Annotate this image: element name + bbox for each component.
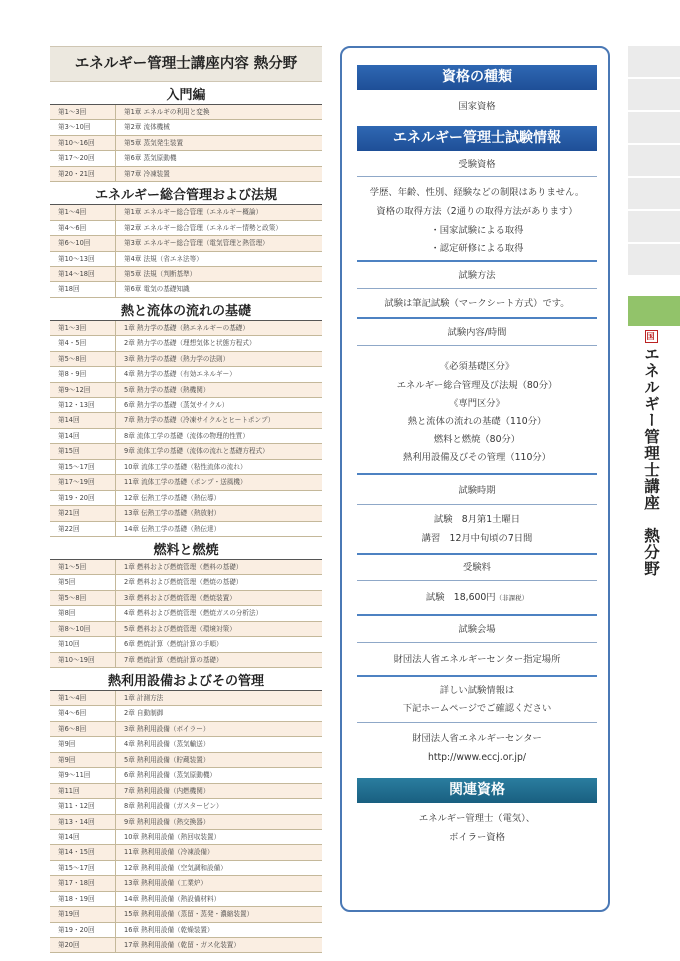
org-url: http://www.eccj.or.jp/	[427, 752, 527, 763]
side-tab-active	[628, 296, 680, 326]
chapter-title: 1章 計測方法	[124, 694, 164, 702]
chapter-title: 3章 熱力学の基礎（熱力学の法則）	[124, 354, 230, 363]
chapter-title: 第7章 冷凍装置	[124, 169, 170, 178]
eligibility-line: 学歴、年齢、性別、経験などの制限はありません。	[369, 187, 585, 198]
session-range: 第10回	[50, 637, 116, 651]
chapter-title: 11章 熱利用設備（冷凍設備）	[124, 848, 214, 857]
session-range: 第1〜4回	[50, 691, 116, 705]
chapter-title: 12章 熱利用設備（空気調和設備）	[124, 863, 227, 872]
chapter-title: 2章 自動制御	[124, 709, 164, 718]
session-range: 第10〜19回	[50, 653, 116, 667]
table-row	[50, 784, 322, 799]
exam-info-heading: エネルギー管理士試験情報	[357, 126, 597, 151]
session-range: 第20回	[50, 938, 116, 952]
session-range: 第17〜20回	[50, 151, 116, 165]
session-range: 第21回	[50, 506, 116, 520]
side-tab	[628, 145, 680, 176]
chapter-title: 14章 熱利用設備（熱設備材料）	[124, 894, 221, 903]
chapter-title: 15章 熱利用設備（蒸留・蒸発・濃縮装置）	[124, 910, 254, 919]
chapter-title: 2章 燃料および燃焼管理（燃焼の基礎）	[124, 578, 243, 587]
divider	[357, 642, 597, 643]
chapter-title: 6章 熱利用設備（蒸気原動機）	[124, 771, 217, 780]
eligibility-label: 受験資格	[458, 159, 496, 170]
related-heading: 関連資格	[357, 778, 597, 803]
divider	[357, 580, 597, 581]
session-range: 第14回	[50, 413, 116, 427]
table-row	[50, 876, 322, 891]
table-row	[50, 606, 322, 621]
table-row	[50, 768, 322, 783]
chapter-title: 第3章 エネルギー総合管理（電気管理と熱管理）	[124, 239, 269, 248]
chapter-title: 第1章 エネルギー総合管理（エネルギー概論）	[124, 208, 263, 217]
org-name: 財団法人省エネルギーセンター	[412, 733, 542, 744]
table-row	[50, 706, 322, 721]
section-heading: 熱と流体の流れの基礎	[50, 303, 322, 321]
section-table	[50, 560, 322, 668]
session-range: 第5〜8回	[50, 591, 116, 605]
table-row	[50, 252, 322, 267]
section-divider	[357, 473, 597, 475]
table-row	[50, 737, 322, 752]
method-text: 試験は筆記試験（マークシート方式）です。	[384, 298, 570, 309]
divider	[357, 722, 597, 723]
session-range: 第17〜19回	[50, 475, 116, 489]
table-row	[50, 460, 322, 475]
side-vertical-title	[640, 330, 662, 577]
table-row	[50, 575, 322, 590]
session-range: 第4・5回	[50, 336, 116, 350]
chapter-title: 8章 流体工学の基礎（流体の物理的性質）	[124, 431, 249, 440]
content-label: 試験内容/時間	[447, 327, 507, 338]
table-row	[50, 413, 322, 428]
content-line: 熱と流体の流れの基礎（110分）	[407, 416, 547, 427]
table-row	[50, 429, 322, 444]
chapter-title: 第6章 電気の基礎知識	[124, 285, 190, 294]
detail-line: 詳しい試験情報は	[439, 685, 515, 696]
content-line: 燃料と燃焼（80分）	[433, 434, 521, 445]
period-line: 講習 12月中旬頃の7日間	[421, 533, 533, 544]
chapter-title: 4章 熱利用設備（蒸気輸送）	[124, 740, 210, 749]
eligibility-line: ・認定研修による取得	[430, 243, 524, 254]
table-row	[50, 321, 322, 336]
method-label: 試験方法	[458, 270, 496, 281]
session-range: 第6〜10回	[50, 236, 116, 250]
section-heading: 入門編	[50, 87, 322, 105]
detail-line: 下記ホームページでご確認ください	[402, 703, 552, 714]
session-range: 第1〜3回	[50, 321, 116, 335]
related-line: エネルギー管理士（電気）、	[418, 813, 536, 824]
table-row	[50, 622, 322, 637]
chapter-title: 13章 熱利用設備（工業炉）	[124, 879, 208, 888]
chapter-title: 16章 熱利用設備（乾燥装置）	[124, 925, 214, 934]
table-row	[50, 398, 322, 413]
session-range: 第1〜5回	[50, 560, 116, 574]
session-range: 第15〜17回	[50, 861, 116, 875]
section-divider	[357, 260, 597, 262]
fee-note: （非課税）	[495, 594, 529, 602]
session-range: 第14・15回	[50, 845, 116, 859]
content-line: 《必須基礎区分》	[439, 361, 515, 372]
chapter-title: 第5章 蒸気発生装置	[124, 138, 184, 147]
fee-text: 試験 18,600円（非課税）	[425, 592, 529, 603]
chapter-title: 11章 流体工学の基礎（ポンプ・送風機）	[124, 478, 247, 487]
section-table	[50, 691, 322, 953]
course-sections	[50, 87, 322, 953]
session-range: 第17・18回	[50, 876, 116, 890]
section-heading: 燃料と燃焼	[50, 542, 322, 560]
session-range: 第5〜8回	[50, 352, 116, 366]
session-range: 第8〜10回	[50, 622, 116, 636]
table-row	[50, 938, 322, 953]
section-divider	[357, 553, 597, 555]
section-divider	[357, 317, 597, 319]
chapter-title: 第5章 法規（判断基準）	[124, 269, 197, 278]
chapter-title: 7章 熱利用設備（内燃機関）	[124, 786, 210, 795]
table-row	[50, 722, 322, 737]
divider	[357, 504, 597, 505]
session-range: 第22回	[50, 522, 116, 536]
divider	[357, 288, 597, 289]
table-row	[50, 105, 322, 120]
divider	[357, 176, 597, 177]
session-range: 第14回	[50, 830, 116, 844]
qual-type-text: 国家資格	[458, 101, 496, 112]
chapter-title: 6章 燃焼計算（燃焼計算の手順）	[124, 640, 223, 649]
table-row	[50, 815, 322, 830]
period-label: 試験時期	[458, 485, 496, 496]
table-row	[50, 845, 322, 860]
session-range: 第14〜18回	[50, 267, 116, 281]
session-range: 第18回	[50, 282, 116, 296]
session-range: 第5回	[50, 575, 116, 589]
chapter-title: 12章 伝熱工学の基礎（熱伝導）	[124, 493, 221, 502]
table-row	[50, 236, 322, 251]
chapter-title: 2章 熱力学の基礎（理想気体と状態方程式）	[124, 339, 256, 348]
chapter-title: 9章 熱利用設備（熱交換器）	[124, 817, 210, 826]
table-row	[50, 691, 322, 706]
table-row	[50, 591, 322, 606]
qual-type-heading: 資格の種類	[357, 65, 597, 90]
chapter-title: 10章 熱利用設備（熱回収装置）	[124, 832, 221, 841]
content-line: 《専門区分》	[449, 398, 505, 409]
session-range: 第19・20回	[50, 923, 116, 937]
chapter-title: 5章 熱力学の基礎（熱機関）	[124, 385, 210, 394]
chapter-title: 3章 燃料および燃焼管理（燃焼装置）	[124, 593, 236, 602]
side-tab	[628, 211, 680, 242]
table-row	[50, 892, 322, 907]
eligibility-line: 資格の取得方法（2通りの取得方法があります）	[376, 206, 578, 217]
chapter-title: 4章 熱力学の基礎（有効エネルギー）	[124, 370, 236, 379]
table-row	[50, 221, 322, 236]
table-row	[50, 205, 322, 220]
related-line: ボイラー資格	[449, 832, 505, 843]
side-tab	[628, 46, 680, 77]
session-range: 第3〜10回	[50, 120, 116, 134]
eligibility-line: ・国家試験による取得	[430, 225, 524, 236]
table-row	[50, 799, 322, 814]
table-row	[50, 560, 322, 575]
session-range: 第19回	[50, 907, 116, 921]
session-range: 第1〜3回	[50, 105, 116, 119]
table-row	[50, 267, 322, 282]
chapter-title: 6章 熱力学の基礎（蒸気サイクル）	[124, 401, 229, 409]
table-row	[50, 151, 322, 166]
section-table	[50, 205, 322, 298]
venue-text: 財団法人省エネルギーセンター指定場所	[393, 654, 561, 665]
session-range: 第18・19回	[50, 892, 116, 906]
content-line: 熱利用設備及びその管理（110分）	[403, 452, 551, 463]
table-row	[50, 475, 322, 490]
table-row	[50, 923, 322, 938]
table-row	[50, 352, 322, 367]
chapter-title: 7章 熱力学の基礎（冷凍サイクルとヒートポンプ）	[124, 416, 275, 425]
period-line: 試験 8月第1土曜日	[433, 514, 521, 525]
table-row	[50, 282, 322, 297]
chapter-title: 7章 燃焼計算（燃焼計算の基礎）	[124, 655, 223, 664]
chapter-title: 第6章 蒸気原動機	[124, 154, 177, 163]
session-range: 第9回	[50, 753, 116, 767]
session-range: 第9〜11回	[50, 768, 116, 782]
session-range: 第13・14回	[50, 815, 116, 829]
chapter-title: 第1章 エネルギの利用と変換	[124, 108, 210, 116]
session-range: 第9〜12回	[50, 383, 116, 397]
section-table	[50, 105, 322, 182]
chapter-title: 第2章 流体機械	[124, 123, 170, 132]
category-icon: 国	[646, 332, 656, 341]
session-range: 第8・9回	[50, 367, 116, 381]
fee-label: 受験料	[463, 562, 491, 573]
chapter-title: 8章 熱利用設備（ガスタービン）	[124, 802, 223, 811]
session-range: 第6〜8回	[50, 722, 116, 736]
table-row	[50, 861, 322, 876]
table-row	[50, 120, 322, 135]
chapter-title: 10章 流体工学の基礎（粘性流体の流れ）	[124, 462, 247, 471]
chapter-title: 4章 燃料および燃焼管理（燃焼ガスの分析法）	[124, 609, 263, 618]
chapter-title: 3章 熱利用設備（ボイラー）	[124, 724, 210, 733]
section-heading: エネルギー総合管理および法規	[50, 187, 322, 205]
chapter-title: 5章 燃料および燃焼管理（環境対策）	[124, 624, 236, 633]
section-heading: 熱利用設備およびその管理	[50, 673, 322, 691]
qualification-info-box	[340, 46, 610, 912]
side-tab	[628, 244, 680, 275]
table-row	[50, 753, 322, 768]
side-title-text: エネルギー管理士講座 熱分野	[642, 346, 660, 577]
table-row	[50, 653, 322, 668]
side-tab	[628, 112, 680, 143]
table-row	[50, 444, 322, 459]
table-row	[50, 383, 322, 398]
content-line: エネルギー総合管理及び法規（80分）	[396, 380, 558, 391]
divider	[357, 345, 597, 346]
session-range: 第11回	[50, 784, 116, 798]
table-row	[50, 167, 322, 182]
session-range: 第4〜6回	[50, 706, 116, 720]
session-range: 第19・20回	[50, 491, 116, 505]
session-range: 第15〜17回	[50, 460, 116, 474]
chapter-title: 17章 熱利用設備（乾留・ガス化装置）	[124, 941, 240, 949]
session-range: 第8回	[50, 606, 116, 620]
chapter-title: 14章 伝熱工学の基礎（熱伝達）	[124, 524, 221, 533]
section-table	[50, 321, 322, 537]
session-range: 第20・21回	[50, 167, 116, 181]
table-row	[50, 522, 322, 537]
side-tab	[628, 79, 680, 110]
chapter-title: 5章 熱利用設備（貯蔵装置）	[124, 755, 210, 764]
course-title: エネルギー管理士講座内容 熱分野	[50, 46, 322, 82]
table-row	[50, 830, 322, 845]
session-range: 第4〜6回	[50, 221, 116, 235]
table-row	[50, 907, 322, 922]
chapter-title: 第4章 法規（省エネ法等）	[124, 254, 203, 263]
session-range: 第1〜4回	[50, 205, 116, 219]
table-row	[50, 506, 322, 521]
table-row	[50, 336, 322, 351]
chapter-title: 第2章 エネルギー総合管理（エネルギー情勢と政策）	[124, 223, 282, 232]
session-range: 第10〜13回	[50, 252, 116, 266]
table-row	[50, 367, 322, 382]
chapter-title: 1章 熱力学の基礎（熱エネルギーの基礎）	[124, 323, 249, 332]
session-range: 第9回	[50, 737, 116, 751]
table-row	[50, 491, 322, 506]
chapter-title: 1章 燃料および燃焼管理（燃料の基礎）	[124, 562, 243, 571]
section-divider	[357, 614, 597, 616]
table-row	[50, 637, 322, 652]
venue-label: 試験会場	[458, 624, 496, 635]
side-tab	[628, 178, 680, 209]
section-divider	[357, 675, 597, 677]
chapter-title: 13章 伝熱工学の基礎（熱放射）	[124, 509, 221, 518]
session-range: 第12・13回	[50, 398, 116, 412]
session-range: 第15回	[50, 444, 116, 458]
session-range: 第14回	[50, 429, 116, 443]
session-range: 第10〜16回	[50, 136, 116, 150]
chapter-title: 9章 流体工学の基礎（流体の流れと基礎方程式）	[124, 447, 269, 456]
session-range: 第11・12回	[50, 799, 116, 813]
table-row	[50, 136, 322, 151]
course-contents	[50, 46, 322, 953]
